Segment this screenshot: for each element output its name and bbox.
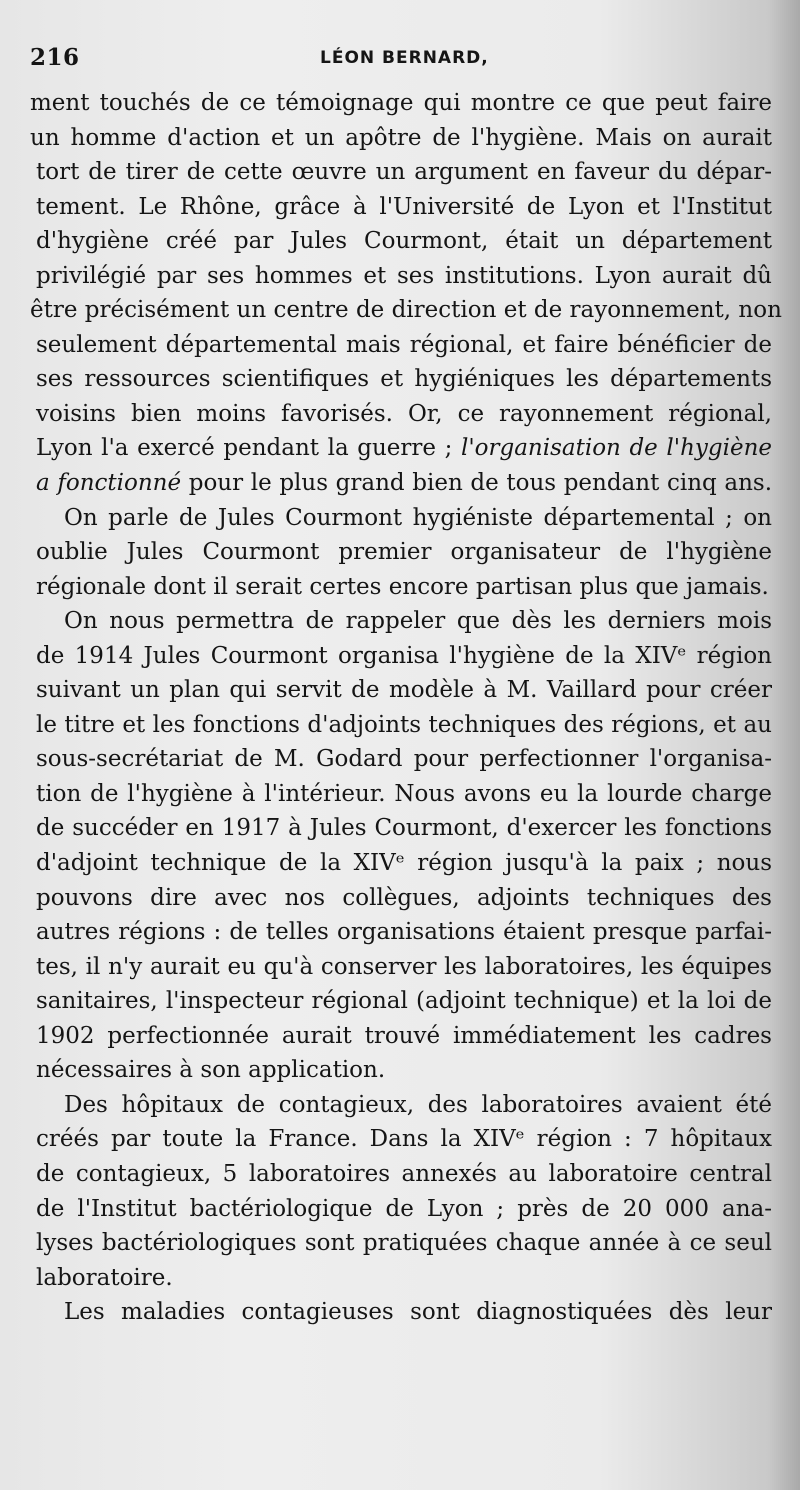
text-line [30,1122,772,1157]
text-line [30,777,772,812]
text-line [30,466,772,501]
page-header [30,44,760,80]
line-text: On nous permettra de rappeler que dès les derniers mois [64,608,772,635]
line-text: sous-secrétariat de M. Godard pour perfectionner l'organisa- [36,746,772,773]
line-text: d'adjoint technique de la XIVᵉ région jusqu'à la paix ; nous [36,850,772,877]
text-line [30,950,772,985]
running-title: LÉON BERNARD, [320,48,489,68]
line-italic-text: a fonctionné [36,470,182,497]
text-line [30,121,772,156]
text-line [30,397,772,432]
text-line [30,328,772,363]
text-line [30,224,772,259]
text-line [30,362,772,397]
text-line [30,155,772,190]
line-text: le titre et les fonctions d'adjoints techniques des régions, et au [36,711,772,738]
line-text: créés par toute la France. Dans la XIVᵉ région : 7 hôpitaux [36,1126,772,1153]
text-line [30,535,772,570]
text-line [30,708,772,743]
text-line [30,1261,772,1296]
text-line [30,570,772,605]
line-text: seulement départemental mais régional, et faire bénéficier de [36,331,772,358]
line-text: lyses bactériologiques sont pratiquées chaque année à ce seul [36,1230,772,1257]
line-text: tes, il n'y aurait eu qu'à conserver les laboratoires, les équipes [36,953,772,980]
line-text: un homme d'action et un apôtre de l'hygiène. Mais on aurait [30,124,772,151]
text-line [30,190,772,225]
line-text: oublie Jules Courmont premier organisateur de l'hygiène [36,539,772,566]
line-text: tion de l'hygiène à l'intérieur. Nous avons eu la lourde charge [36,780,772,807]
line-text: Lyon l'a exercé pendant la guerre ; [36,435,461,462]
text-line [30,881,772,916]
line-text: 1902 perfectionnée aurait trouvé immédiatement les cadres [36,1022,772,1049]
page-number: 216 [30,44,80,71]
line-text: pour le plus grand bien de tous pendant cinq ans. [181,470,773,497]
line-text: sanitaires, l'inspecteur régional (adjoint technique) et la loi de [36,988,772,1015]
line-text: voisins bien moins favorisés. Or, ce rayonnement régional, [36,400,772,427]
line-text: Les maladies contagieuses sont diagnostiquées dès leur [64,1299,772,1326]
text-line [30,501,772,536]
text-line [30,915,772,950]
line-text: nécessaires à son application. [36,1057,386,1084]
text-line [30,431,772,466]
line-text: tort de tirer de cette œuvre un argument en faveur du dépar- [36,159,772,186]
line-text: On parle de Jules Courmont hygiéniste départemental ; on [64,504,772,531]
line-text: suivant un plan qui servit de modèle à M. Vaillard pour créer [36,677,772,704]
line-text: de succéder en 1917 à Jules Courmont, d'exercer les fonctions [36,815,772,842]
line-text: ses ressources scientifiques et hygiéniques les départements [36,366,772,393]
text-line [30,1019,772,1054]
line-text: d'hygiène créé par Jules Courmont, était un département [36,228,772,255]
line-text: Des hôpitaux de contagieux, des laboratoires avaient été [64,1091,772,1118]
body-text [30,86,782,1330]
line-text: régionale dont il serait certes encore partisan plus que jamais. [36,573,769,600]
line-text: de contagieux, 5 laboratoires annexés au laboratoire central [36,1160,772,1187]
line-text: tement. Le Rhône, grâce à l'Université de Lyon et l'Institut [36,193,772,220]
text-line [30,1053,772,1088]
text-line [30,1088,772,1123]
line-text: être précisément un centre de direction et de rayonnement, non [30,297,782,324]
text-line [30,293,782,328]
text-line [30,86,772,121]
line-text: autres régions : de telles organisations étaient presque parfai- [36,919,772,946]
text-line [30,742,772,777]
text-line [30,259,772,294]
text-line [30,811,772,846]
line-text: de l'Institut bactériologique de Lyon ; près de 20 000 ana- [36,1195,772,1222]
line-text: de 1914 Jules Courmont organisa l'hygiène de la XIVᵉ région [36,642,772,669]
text-line [30,604,772,639]
line-text: ment touchés de ce témoignage qui montre ce que peut faire [30,90,772,116]
line-italic-text: l'organisation de l'hygiène [460,435,772,462]
line-text: pouvons dire avec nos collègues, adjoints techniques des [36,884,772,911]
text-line [30,673,772,708]
text-line [30,1226,772,1261]
line-text: laboratoire. [36,1264,173,1291]
text-line [30,1192,772,1227]
text-line [30,1157,772,1192]
text-line [30,846,772,881]
line-text: privilégié par ses hommes et ses institutions. Lyon aurait dû [36,262,772,289]
text-line [30,984,772,1019]
text-line [30,639,772,674]
text-line [30,1295,772,1330]
